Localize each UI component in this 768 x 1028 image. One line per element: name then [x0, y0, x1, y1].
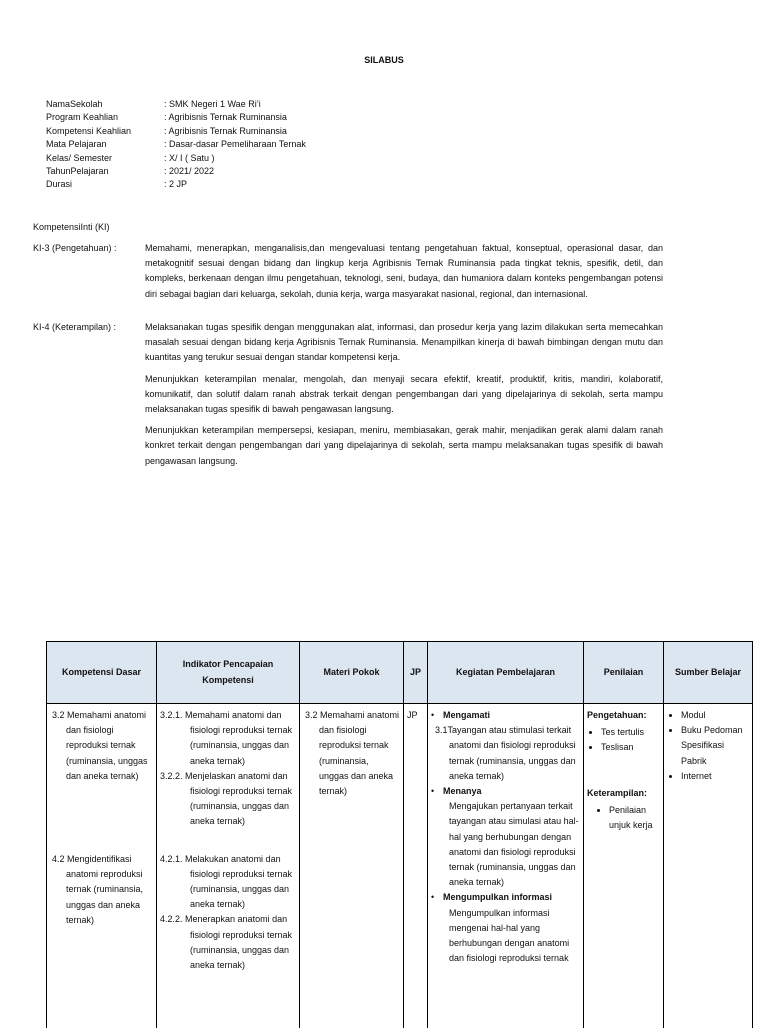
indikator-item: 3.2.2. Menjelaskan anatomi dan fisiologi reproduksi ternak (ruminansia, unggas dan aneka ternak)	[160, 769, 296, 830]
indikator-item: 3.2.1. Memahami anatomi dan fisiologi reproduksi ternak (ruminansia, unggas dan aneka ternak)	[160, 708, 296, 769]
info-value: : 2021/ 2022	[164, 165, 214, 178]
info-row-duration	[46, 178, 306, 191]
table-header-row	[47, 642, 753, 704]
cell-kompetensi-dasar	[47, 704, 157, 1028]
info-row-competency	[46, 125, 306, 138]
info-value: : Agribisnis Ternak Ruminansia	[164, 111, 287, 124]
info-row-school	[46, 98, 306, 111]
info-label: Kelas/ Semester	[46, 152, 164, 165]
penilaian-list	[587, 725, 660, 755]
info-label: Program Keahlian	[46, 111, 164, 124]
list-item: • Tes tertulis	[601, 725, 660, 740]
header-kompetensi-dasar: Kompetensi Dasar	[47, 642, 157, 704]
ki4-paragraph-3: Menunjukkan keterampilan mempersepsi, kesiapan, meniru, membiasakan, gerak mahir, menjadikan gerak alami dalam ranah konkret terkait dengan pengembangan dari yang dipelajarinya di sekolah, serta mampu melaksanakan tugas spesifik di bawah pengawasan langsung.	[145, 423, 663, 469]
kegiatan-heading: • Mengamati	[431, 708, 580, 723]
penilaian-heading: Pengetahuan:	[587, 708, 660, 723]
info-row-year	[46, 165, 306, 178]
info-label: TahunPelajaran	[46, 165, 164, 178]
penilaian-list	[587, 803, 660, 833]
kegiatan-text: 3.1Tayangan atau stimulasi terkait anatomi dan fisiologi reproduksi ternak (ruminansia, unggas dan aneka ternak)	[431, 723, 580, 784]
info-value: : Agribisnis Ternak Ruminansia	[164, 125, 287, 138]
info-row-class	[46, 152, 306, 165]
document-title: SILABUS	[0, 55, 768, 65]
header-indikator: Indikator Pencapaian Kompetensi	[157, 642, 300, 704]
info-row-subject	[46, 138, 306, 151]
header-penilaian: Penilaian	[584, 642, 664, 704]
cell-penilaian	[584, 704, 664, 1028]
ki3-block	[33, 241, 663, 308]
ki3-label: KI-3 (Pengetahuan) :	[33, 241, 143, 256]
kd-item: 4.2 Mengidentifikasi anatomi reproduksi ternak (ruminansia, unggas dan aneka ternak)	[50, 852, 153, 928]
kd-item: 3.2 Memahami anatomi dan fisiologi reproduksi ternak (ruminansia, unggas dan aneka ternak)	[50, 708, 153, 784]
ki3-paragraph: Memahami, menerapkan, menganalisis,dan mengevaluasi tentang pengetahuan faktual, konseptual, operasional dasar, dan metakognitif sesuai dengan bidang dan lingkup kerja Agribisnis Ternak Ruminansia pada tingkat teknis, spesifik, detil, dan kompleks, berkenaan dengan ilmu pengetahuan, teknologi, seni, budaya, dan humaniora dalam konteks pengembangan potensi diri sebagai bagian dari keluarga, sekolah, dunia kerja, warga masyarakat nasional, regional, dan internasional.	[145, 241, 663, 302]
indikator-item: 4.2.1. Melakukan anatomi dan fisiologi reproduksi ternak (ruminansia, unggas dan aneka ternak)	[160, 852, 296, 913]
header-materi-pokok: Materi Pokok	[300, 642, 404, 704]
indikator-item: 4.2.2. Menerapkan anatomi dan fisiologi reproduksi ternak (ruminansia, unggas dan aneka ternak)	[160, 912, 296, 973]
ki4-block	[33, 320, 663, 475]
syllabus-table	[46, 641, 753, 1028]
ki3-text	[145, 241, 663, 302]
list-item: • Penilaian unjuk kerja	[609, 803, 660, 833]
info-value: : X/ I ( Satu )	[164, 152, 215, 165]
info-label: Mata Pelajaran	[46, 138, 164, 151]
ki4-paragraph-2: Menunjukkan keterampilan menalar, mengolah, dan menyaji secara efektif, kreatif, produktif, kritis, mandiri, kolaboratif, komunikatif, dan solutif dalam ranah abstrak terkait dengan pengembangan dari yang dipelajarinya di sekolah, serta mampu melaksanakan tugas spesifik di bawah pengawasan langsung.	[145, 372, 663, 418]
penilaian-heading: Keterampilan:	[587, 786, 660, 801]
kegiatan-heading: • Mengumpulkan informasi	[431, 890, 580, 905]
info-value: : SMK Negeri 1 Wae Ri’i	[164, 98, 261, 111]
info-label: Kompetensi Keahlian	[46, 125, 164, 138]
ki4-text	[145, 320, 663, 469]
header-sumber-belajar: Sumber Belajar	[664, 642, 753, 704]
info-value: : Dasar-dasar Pemeliharaan Ternak	[164, 138, 306, 151]
ki-heading: KompetensiInti (KI)	[33, 222, 110, 232]
school-info	[46, 98, 306, 192]
info-row-program	[46, 111, 306, 124]
kegiatan-text: Mengajukan pertanyaan terkait tayangan atau simulasi atau hal-hal yang berhubungan dengan anatomi dan fisiologi reproduksi ternak (ruminansia, unggas dan aneka ternak)	[431, 799, 580, 890]
list-item: • Teslisan	[601, 740, 660, 755]
cell-jp	[404, 704, 428, 1028]
table-row	[47, 704, 753, 1028]
list-item: • Internet	[681, 769, 749, 784]
header-jp: JP	[404, 642, 428, 704]
cell-materi-pokok	[300, 704, 404, 1028]
header-kegiatan: Kegiatan Pembelajaran	[428, 642, 584, 704]
ki4-label: KI-4 (Keterampilan) :	[33, 320, 143, 335]
ki4-paragraph-1: Melaksanakan tugas spesifik dengan menggunakan alat, informasi, dan prosedur kerja yang lazim dilakukan serta memecahkan masalah sesuai dengan bidang kerja Agribisnis Ternak Ruminansia. Menampilkan kinerja di bawah bimbingan dengan mutu dan kuantitas yang terukur sesuai dengan standar kompetensi kerja.	[145, 320, 663, 366]
jp-value: JP	[407, 710, 418, 720]
info-label: Durasi	[46, 178, 164, 191]
list-item: • Buku Pedoman Spesifikasi Pabrik	[681, 723, 749, 769]
cell-indikator	[157, 704, 300, 1028]
info-value: : 2 JP	[164, 178, 187, 191]
list-item: • Modul	[681, 708, 749, 723]
kegiatan-text: Mengumpulkan informasi mengenai hal-hal yang berhubungan dengan anatomi dan fisiologi reproduksi ternak	[431, 906, 580, 967]
materi-item: 3.2 Memahami anatomi dan fisiologi reproduksi ternak (ruminansia, unggas dan aneka ternak)	[303, 708, 400, 799]
sumber-list	[667, 708, 749, 784]
cell-sumber-belajar	[664, 704, 753, 1028]
kegiatan-heading: • Menanya	[431, 784, 580, 799]
info-label: NamaSekolah	[46, 98, 164, 111]
cell-kegiatan	[428, 704, 584, 1028]
